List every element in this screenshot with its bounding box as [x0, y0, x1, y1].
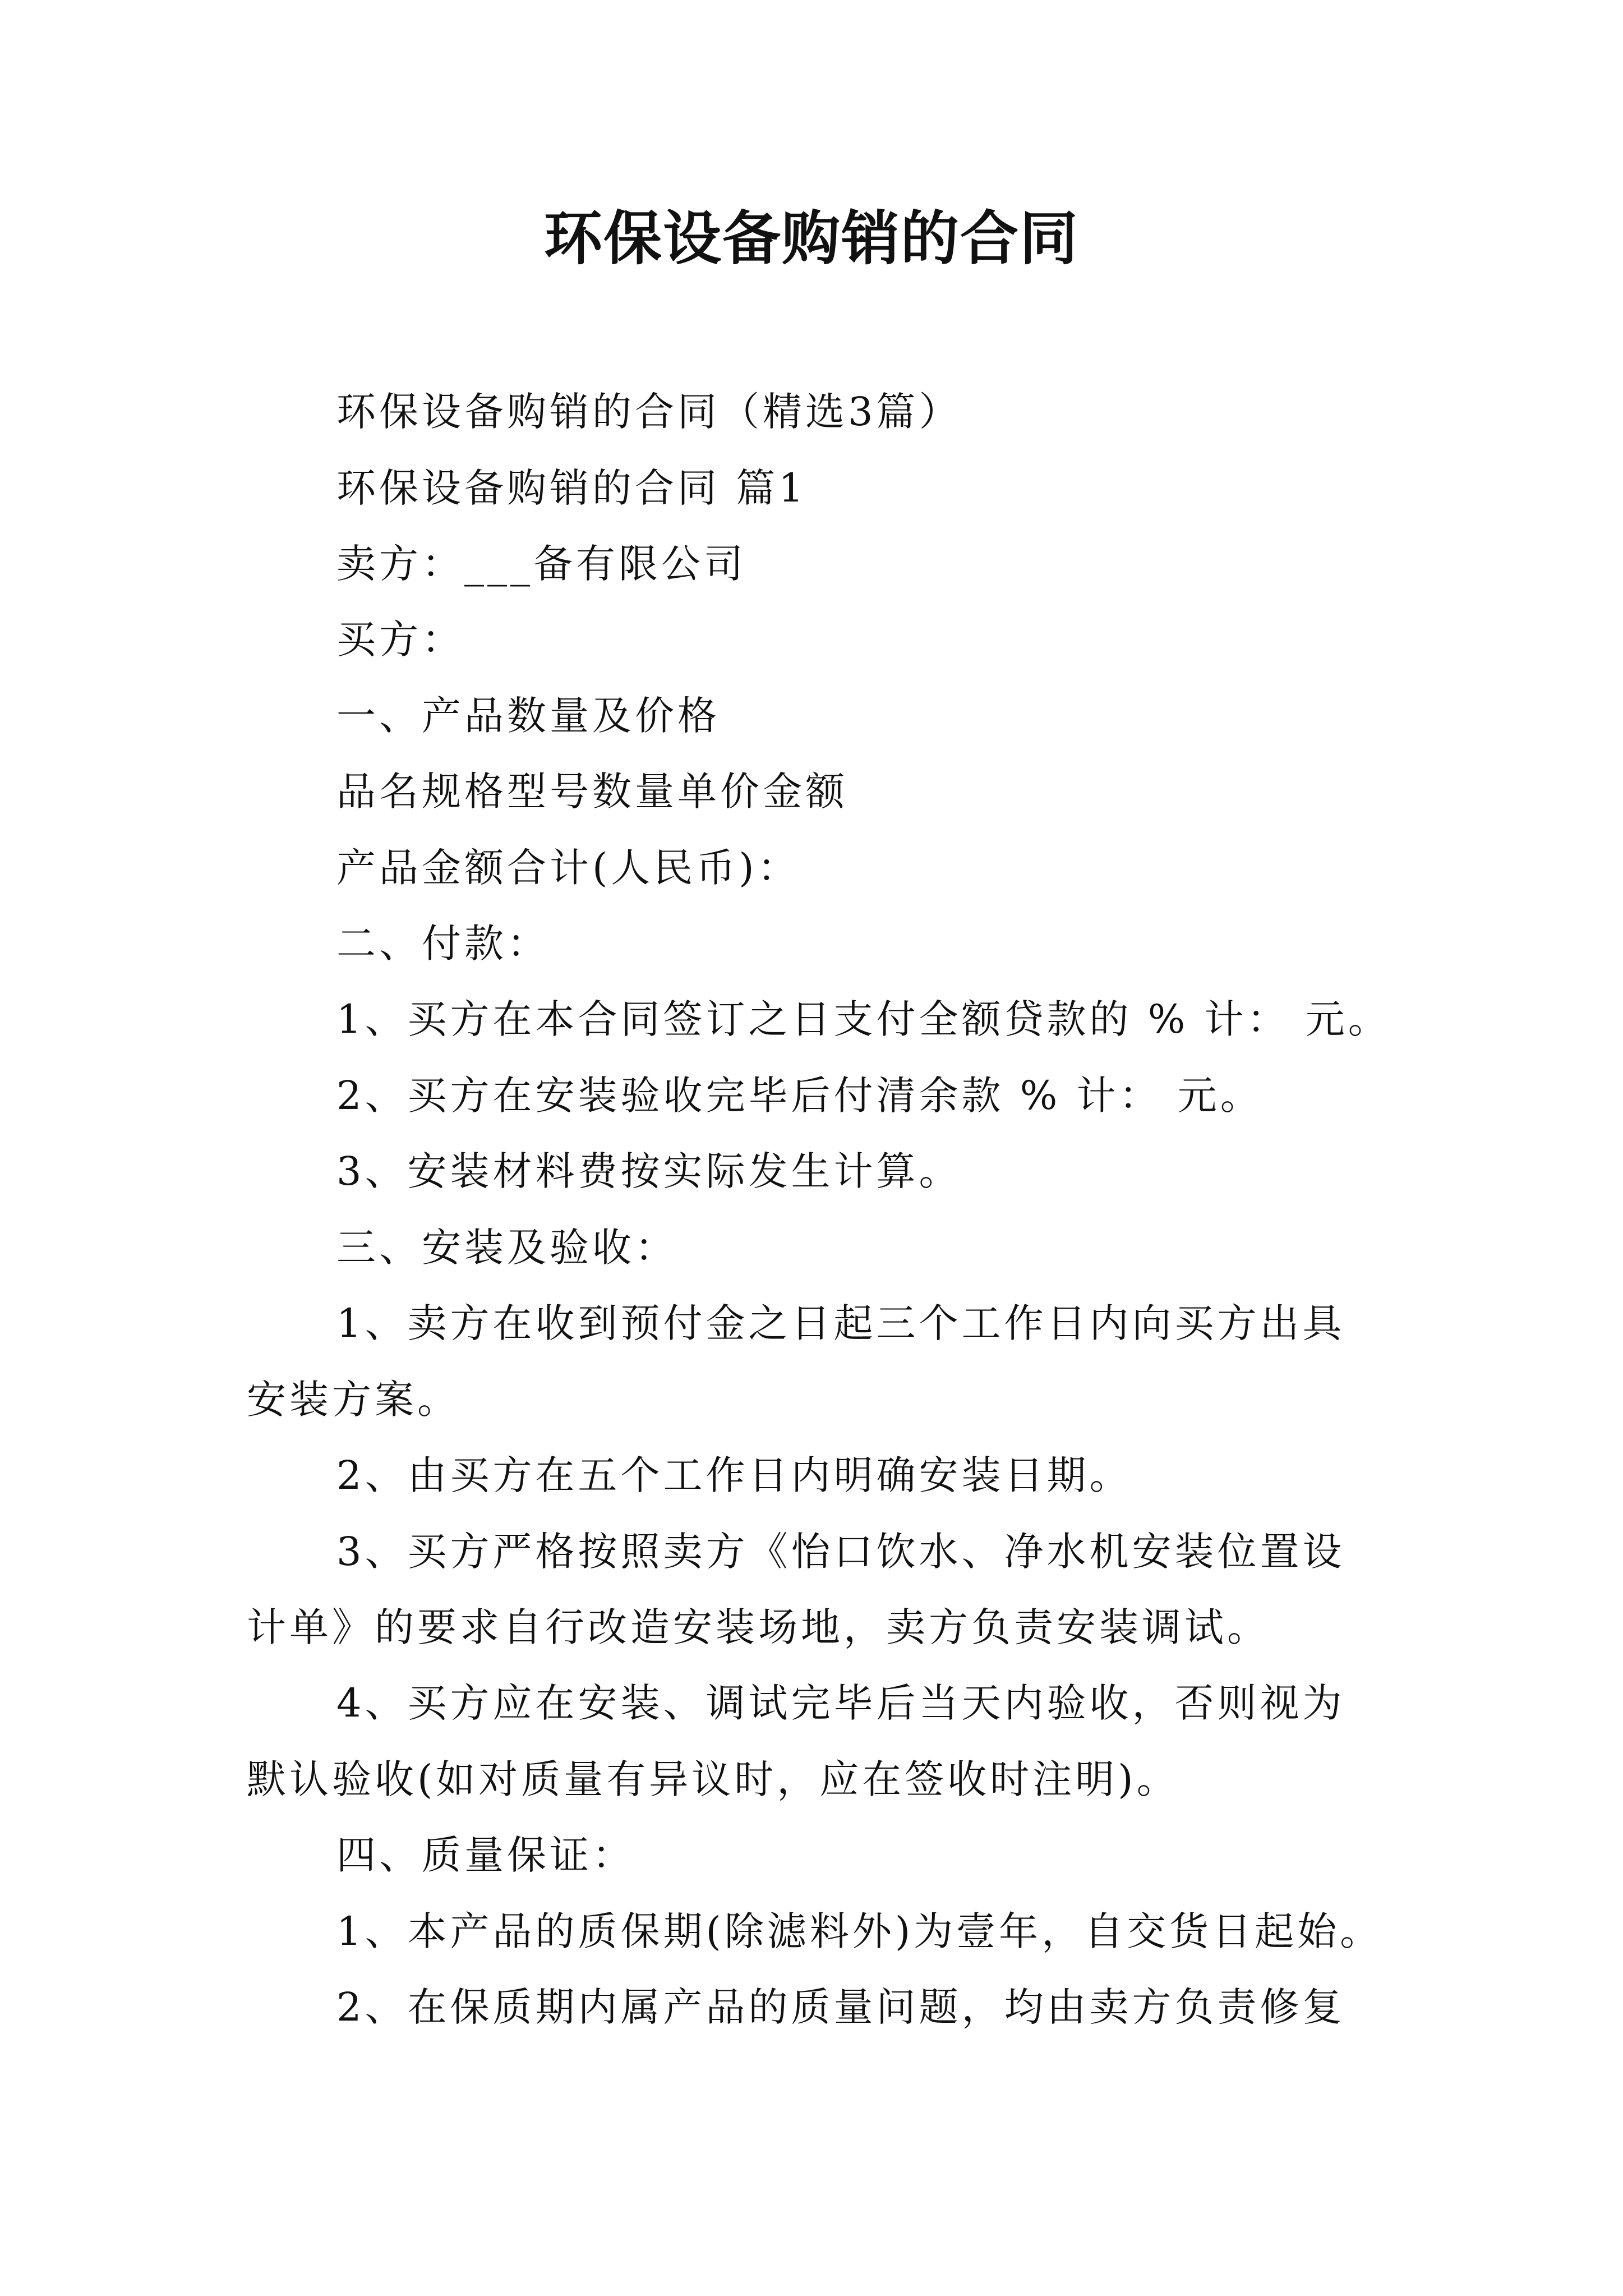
- doc-line-payment-3: 3、安装材料费按实际发生计算。: [336, 1148, 962, 1194]
- doc-line-total: 产品金额合计(人民币)：: [336, 845, 800, 891]
- doc-line-install-1b: 安装方案。: [247, 1377, 460, 1423]
- doc-line-install-4b: 默认验收(如对质量有异议时，应在签收时注明)。: [247, 1756, 1179, 1802]
- doc-line-install-4a: 4、买方应在安装、调试完毕后当天内验收，否则视为: [336, 1680, 1345, 1726]
- doc-line-seller: 卖方：___备有限公司: [336, 541, 746, 587]
- doc-line-payment-1: 1、买方在本合同签订之日支付全额贷款的 % 计： 元。: [336, 996, 1391, 1042]
- doc-line-payment-2: 2、买方在安装验收完毕后付清余款 % 计： 元。: [336, 1073, 1263, 1119]
- doc-line-install-3b: 计单》的要求自行改造安装场地，卖方负责安装调试。: [247, 1604, 1270, 1650]
- doc-line-buyer: 买方：: [336, 616, 464, 662]
- doc-line-clause-1-heading: 一、产品数量及价格: [336, 693, 720, 739]
- doc-line-table-header: 品名规格型号数量单价金额: [336, 769, 848, 815]
- doc-line-install-2: 2、由买方在五个工作日内明确安装日期。: [336, 1452, 1132, 1498]
- document-title: 环保设备购销的合同: [543, 204, 1079, 273]
- doc-line-clause-4-heading: 四、质量保证：: [336, 1832, 635, 1878]
- doc-line-quality-1: 1、本产品的质保期(除滤料外)为壹年，自交货日起始。: [336, 1908, 1383, 1954]
- doc-line-quality-2: 2、在保质期内属产品的质量问题，均由卖方负责修复: [336, 1984, 1345, 2030]
- doc-line-install-3a: 3、买方严格按照卖方《怡口饮水、净水机安装位置设: [336, 1529, 1345, 1575]
- doc-line-subtitle: 环保设备购销的合同（精选3篇）: [336, 389, 962, 435]
- doc-line-clause-2-heading: 二、付款：: [336, 921, 550, 967]
- doc-line-section-heading: 环保设备购销的合同 篇1: [336, 465, 807, 511]
- doc-line-install-1a: 1、卖方在收到预付金之日起三个工作日内向买方出具: [336, 1300, 1345, 1346]
- doc-line-clause-3-heading: 三、安装及验收：: [336, 1225, 677, 1271]
